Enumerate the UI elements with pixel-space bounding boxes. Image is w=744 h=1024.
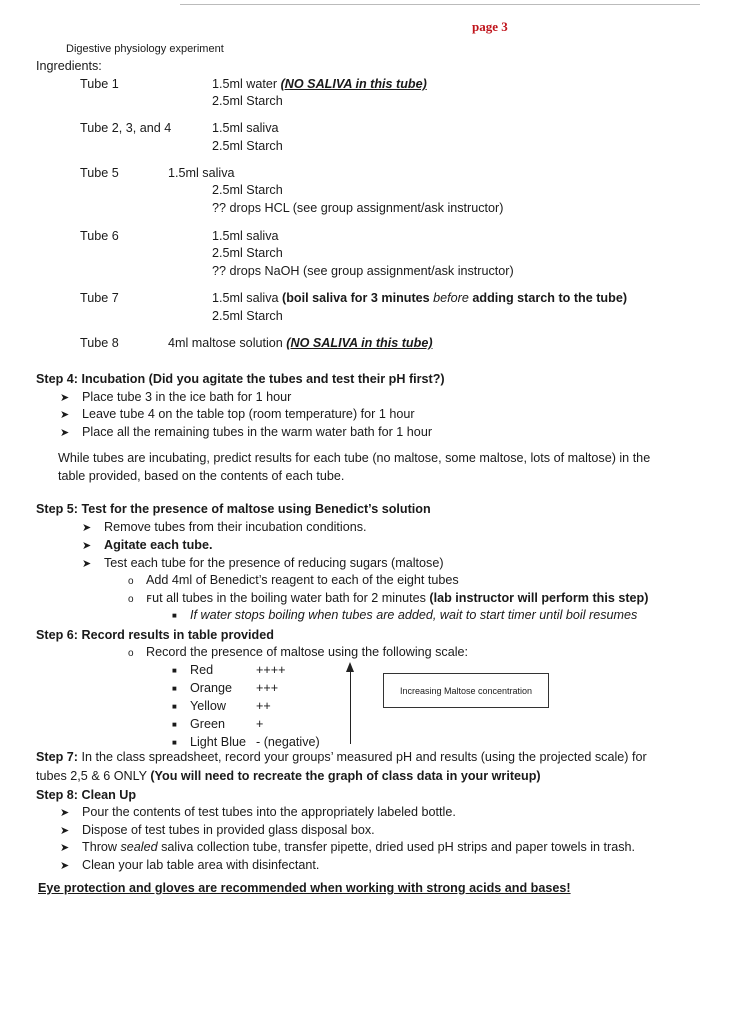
tube-1-name: Tube 1 [80, 77, 119, 91]
circle-bullet-icon: o [128, 594, 134, 605]
square-bullet-icon: ■ [172, 665, 177, 675]
step-7-line-2: tubes 2,5 & 6 ONLY (You will need to recreate the graph of class data in your writeup) [36, 769, 541, 783]
tube-234-name: Tube 2, 3, and 4 [80, 121, 172, 135]
scale-row: ■ Yellow [172, 699, 226, 713]
step-4-para-line-2: table provided, based on the contents of each tube. [58, 469, 345, 483]
scale-row: ■ Red [172, 663, 214, 677]
doc-title: Digestive physiology experiment [66, 43, 224, 55]
square-bullet-icon: ■ [172, 683, 177, 693]
step-8-item: ➤ Pour the contents of test tubes into the appropriately labeled bottle. [60, 805, 456, 819]
arrow-bullet-icon: ➤ [60, 807, 70, 819]
tube-6-line-2: 2.5ml Starch [212, 246, 283, 260]
step-8-item: ➤ Throw sealed saliva collection tube, transfer pipette, dried used pH strips and paper towels in trash. [60, 840, 636, 854]
square-bullet-icon: ■ [172, 701, 177, 711]
page-number: page 3 [472, 19, 508, 34]
scale-row: ■ Green [172, 717, 226, 731]
arrow-bullet-icon: ➤ [82, 540, 92, 552]
scan-top-edge [180, 4, 700, 5]
arrow-bullet-icon: ➤ [82, 558, 92, 570]
scale-value: ++++ [256, 663, 286, 677]
step-8-title: Step 8: Clean Up [36, 788, 137, 802]
tube-5-line-2: 2.5ml Starch [212, 183, 283, 197]
tube-1-line-1: 1.5ml water (NO SALIVA in this tube) [212, 77, 427, 91]
step-4-para-line-1: While tubes are incubating, predict results for each tube (no maltose, some maltose, lots of maltose) in the [58, 451, 651, 465]
tube-6-line-1: 1.5ml saliva [212, 229, 279, 243]
step-5-sub-item: o ꜰut all tubes in the boiling water bath for 2 minutes (lab instructor will perform this step) [128, 590, 648, 608]
step-4-item: ➤ Leave tube 4 on the table top (room temperature) for 1 hour [60, 407, 415, 421]
step-5-item: ➤ Test each tube for the presence of reducing sugars (maltose) [82, 556, 444, 570]
step-5-item: ➤ Agitate each tube. [82, 538, 213, 552]
scale-value: + [256, 717, 264, 731]
tube-5-line-1: 1.5ml saliva [168, 166, 235, 180]
tube-7-line-2: 2.5ml Starch [212, 309, 283, 323]
tube-6-line-3: ?? drops NaOH (see group assignment/ask instructor) [212, 264, 514, 278]
step-5-title: Step 5: Test for the presence of maltose using Benedict’s solution [36, 502, 431, 516]
scale-value: - (negative) [256, 735, 320, 749]
tube-8-name: Tube 8 [80, 336, 119, 350]
tube-5-name: Tube 5 [80, 166, 119, 180]
arrow-bullet-icon: ➤ [60, 392, 70, 404]
tube-234-line-1: 1.5ml saliva [212, 121, 279, 135]
tube-5-line-3: ?? drops HCL (see group assignment/ask instructor) [212, 201, 504, 215]
square-bullet-icon: ■ [172, 610, 177, 620]
circle-bullet-icon: o [128, 648, 134, 659]
scale-value: ++ [256, 699, 271, 713]
tube-8-line-1: 4ml maltose solution (NO SALIVA in this tube) [168, 336, 433, 350]
scale-row: ■ Orange [172, 681, 233, 695]
step-6-title: Step 6: Record results in table provided [36, 628, 274, 642]
tube-6-name: Tube 6 [80, 229, 119, 243]
ingredients-label: Ingredients: [36, 59, 102, 73]
tube-7-name: Tube 7 [80, 291, 119, 305]
scale-row: ■ Light Blue [172, 735, 247, 749]
arrow-bullet-icon: ➤ [82, 522, 92, 534]
arrow-bullet-icon: ➤ [60, 842, 70, 854]
step-4-item: ➤ Place tube 3 in the ice bath for 1 hour [60, 390, 292, 404]
tube-7-line-1: 1.5ml saliva (boil saliva for 3 minutes before adding starch to the tube) [212, 291, 628, 305]
square-bullet-icon: ■ [172, 719, 177, 729]
step-4-title: Step 4: Incubation (Did you agitate the tubes and test their pH first?) [36, 372, 445, 386]
arrow-bullet-icon: ➤ [60, 860, 70, 872]
arrow-bullet-icon: ➤ [60, 409, 70, 421]
tube-1-line-2: 2.5ml Starch [212, 94, 283, 108]
step-8-item: ➤ Dispose of test tubes in provided glass disposal box. [60, 823, 375, 837]
step-5-sub-item: o Add 4ml of Benedict’s reagent to each of the eight tubes [128, 572, 459, 590]
arrow-bullet-icon: ➤ [60, 825, 70, 837]
tube-234-line-2: 2.5ml Starch [212, 139, 283, 153]
step-8-item: ➤ Clean your lab table area with disinfectant. [60, 858, 320, 872]
step-5-note: ■ If water stops boiling when tubes are added, wait to start timer until boil resumes [172, 608, 638, 622]
arrow-bullet-icon: ➤ [60, 427, 70, 439]
step-7-line-1: Step 7: In the class spreadsheet, record your groups’ measured pH and results (using the projected scale) for [36, 750, 647, 764]
scale-arrow-line [350, 671, 351, 744]
circle-bullet-icon: o [128, 576, 134, 587]
safety-note: Eye protection and gloves are recommended when working with strong acids and bases! [38, 881, 571, 895]
scale-value: +++ [256, 681, 279, 695]
maltose-scale-box: Increasing Maltose concentration [383, 673, 549, 708]
step-5-item: ➤ Remove tubes from their incubation conditions. [82, 520, 367, 534]
square-bullet-icon: ■ [172, 737, 177, 747]
step-6-sub-item: o Record the presence of maltose using the following scale: [128, 644, 468, 662]
step-4-item: ➤ Place all the remaining tubes in the warm water bath for 1 hour [60, 425, 433, 439]
